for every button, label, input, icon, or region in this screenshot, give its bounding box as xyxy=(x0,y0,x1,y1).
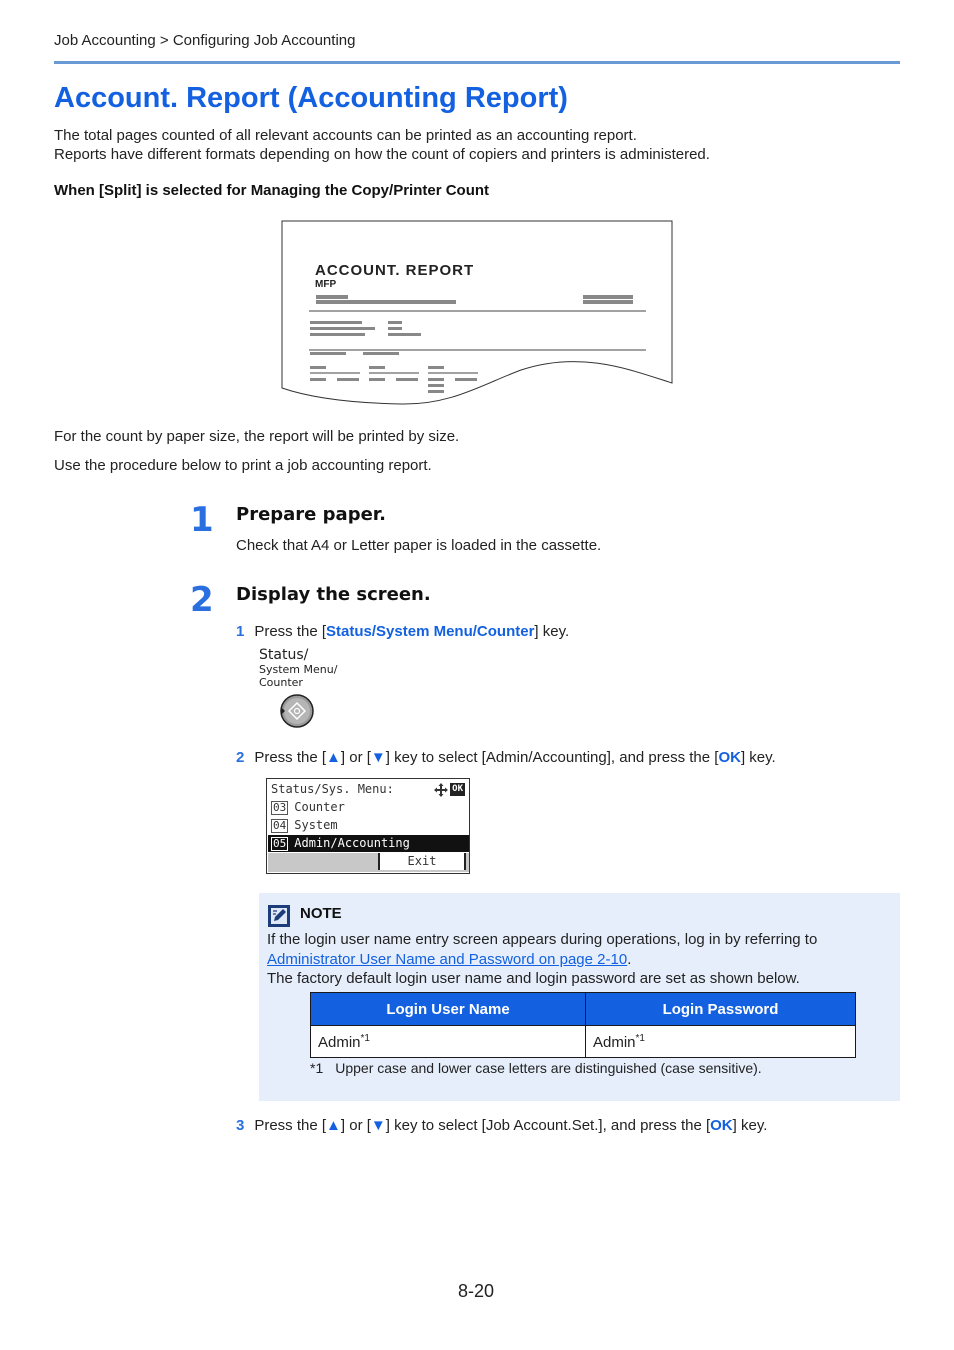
intro-line-1: The total pages counted of all relevant accounts can be printed as an accounting report. xyxy=(54,127,637,144)
report-sample-title: ACCOUNT. REPORT xyxy=(315,262,475,279)
lcd-footer xyxy=(268,853,469,872)
page-title: Account. Report (Accounting Report) xyxy=(54,82,568,114)
paper-size-paragraph: For the count by paper size, the report will be printed by size. xyxy=(54,428,460,445)
note-line-1: If the login user name entry screen appears during operations, log in by referring to xyxy=(267,931,818,948)
login-user-name-cell: Admin$^{*1}$ xyxy=(311,1026,586,1058)
lcd-menu-item-counter[interactable]: 03 Counter xyxy=(273,800,345,814)
note-line-3: The factory default login user name and login password are set as shown below. xyxy=(267,970,800,987)
lcd-menu-item-admin-accounting[interactable]: 05 Admin/Accounting xyxy=(268,835,469,852)
navigation-cross-icon xyxy=(434,783,448,797)
page-number: 8-20 xyxy=(458,1281,495,1301)
status-key-label: Status/ System Menu/ Counter xyxy=(259,647,338,689)
report-sample-subtitle: MFP xyxy=(315,279,337,290)
login-credentials-table xyxy=(310,992,856,1058)
ok-key-reference: OK xyxy=(718,749,741,766)
ok-badge: OK xyxy=(452,784,463,794)
up-arrow-glyph: ▲ xyxy=(326,1117,341,1134)
table-footnote: *1 Upper case and lower case letters are distinguished (case sensitive). xyxy=(310,1060,762,1076)
lcd-header-icons xyxy=(434,782,465,797)
login-password-header: Login Password xyxy=(586,993,856,1026)
status-key-reference: Status/System Menu/Counter xyxy=(326,623,535,640)
breadcrumb: Job Accounting > Configuring Job Accounting xyxy=(54,32,356,49)
intro-text xyxy=(54,126,710,164)
login-user-name-header: Login User Name xyxy=(311,993,586,1026)
report-illustration xyxy=(281,220,673,410)
note-label: NOTE xyxy=(300,905,342,922)
step-1-number: 1 xyxy=(190,500,214,540)
intro-line-2: Reports have different formats depending on how the count of copiers and printers is administered. xyxy=(54,146,710,163)
substep-3-number: 3 xyxy=(236,1117,245,1134)
note-text: If the login user name entry screen appears during operations, log in by referring to Administrator User Name and Password on page 2-10. The factory default login user name and login password are set as shown below. xyxy=(267,931,818,987)
login-password-cell: Admin$^{*1}$ xyxy=(586,1026,856,1058)
note-pencil-icon xyxy=(268,905,290,927)
section-subheading: When [Split] is selected for Managing the Copy/Printer Count xyxy=(54,182,490,199)
substep-1: 1 Press the [Status/System Menu/Counter] key. xyxy=(236,623,570,640)
down-arrow-glyph: ▼ xyxy=(370,749,386,766)
substep-1-number: 1 xyxy=(236,623,245,640)
substep-2: 2 Press the [▲] or [▼] key to select [Admin/Accounting], and press the [OK] key. xyxy=(236,749,776,766)
status-key-icon[interactable] xyxy=(280,694,314,728)
admin-credentials-link[interactable]: Administrator User Name and Password on page 2-10 xyxy=(267,950,628,968)
lcd-screen xyxy=(266,778,470,874)
table-row xyxy=(311,1026,856,1058)
ok-key-reference: OK xyxy=(710,1117,733,1134)
lcd-menu-item-system[interactable]: 04 System xyxy=(273,818,338,832)
step-2-number: 2 xyxy=(190,580,214,620)
lcd-header: Status/Sys. Menu: xyxy=(271,782,394,796)
step-2-title: Display the screen. xyxy=(236,584,431,605)
lcd-exit-button[interactable]: Exit xyxy=(378,853,466,870)
substep-3: 3 Press the [▲] or [▼] key to select [Job Account.Set.], and press the [OK] key. xyxy=(236,1117,768,1134)
step-1-title: Prepare paper. xyxy=(236,504,386,525)
up-arrow-glyph: ▲ xyxy=(326,749,341,766)
step-1-body: Check that A4 or Letter paper is loaded in the cassette. xyxy=(236,537,602,554)
procedure-paragraph: Use the procedure below to print a job accounting report. xyxy=(54,457,432,474)
header-rule xyxy=(54,61,900,64)
down-arrow-glyph: ▼ xyxy=(370,1117,386,1134)
table-header-row xyxy=(311,993,856,1026)
substep-2-number: 2 xyxy=(236,749,245,766)
